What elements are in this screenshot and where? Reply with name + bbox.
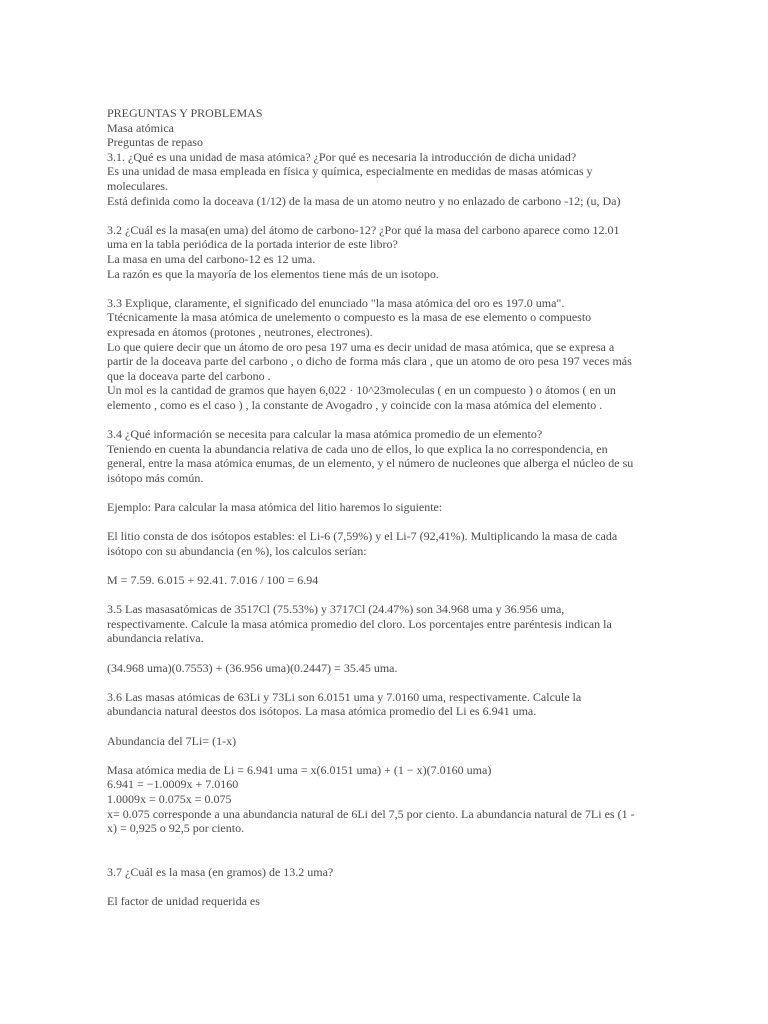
text-line: x) = 0,925 o 92,5 por ciento. [107, 821, 245, 836]
text-line: partir de la doceava parte del carbono , o dicho de forma más clara , que un atomo de oro pesa 197 veces más [107, 354, 632, 369]
text-line: 1.0009x = 0.075x = 0.075 [107, 791, 232, 806]
text-line: 3.7 ¿Cuál es la masa (en gramos) de 13.2 uma? [107, 864, 334, 879]
document-body [107, 106, 663, 909]
text-line: respectivamente. Calcule la masa atómica promedio del cloro. Los porcentajes entre paréntesis indican la [107, 616, 612, 631]
text-line: 6.941 = −1.0009x + 7.0160 [107, 777, 239, 792]
text-line: 3.6 Las masas atómicas de 63Li y 73Li son 6.0151 uma y 7.0160 uma, respectivamente. Calcule la [107, 689, 582, 704]
text-line: x= 0.075 corresponde a una abundancia natural de 6Li del 7,5 por ciento. La abundancia natural de 7Li es (1 - [107, 806, 635, 821]
text-line: Masa atómica media de Li = 6.941 uma = x(6.0151 uma) + (1 − x)(7.0160 uma) [107, 762, 492, 777]
text-line: expresada en átomos (protones , neutrones, electrones). [107, 324, 373, 339]
text-line: La razón es que la mayoría de los elementos tiene más de un isotopo. [107, 266, 439, 281]
blank-line [107, 515, 663, 530]
text-line: isótopo más común. [107, 470, 204, 485]
text-line: Ejemplo: Para calcular la masa atómica del litio haremos lo siguiente: [107, 500, 443, 515]
blank-line [107, 558, 663, 573]
text-line: Teniendo en cuenta la abundancia relativa de cada uno de ellos, lo que explica la no correspondencia, en [107, 441, 608, 456]
blank-line [107, 836, 663, 851]
text-line: Ttécnicamente la masa atómica de unelemento o compuesto es la masa de ese elemento o compuesto [107, 310, 592, 325]
text-line: M = 7.59. 6.015 + 92.41. 7.016 / 100 = 6.94 [107, 573, 319, 587]
text-line: isótopo con su abundancia (en %), los calculos serían: [107, 543, 367, 558]
text-line: que la doceava parte del carbono . [107, 368, 271, 383]
blank-line [107, 675, 663, 690]
text-line: El litio consta de dos isótopos estables: el Li-6 (7,59%) y el Li-7 (92,41%). Multiplicando la masa de cada [107, 529, 618, 544]
text-line: 3.3 Explique, claramente, el significado del enunciado "la masa atómica del oro es 197.0 uma". [107, 295, 565, 310]
text-line: moleculares. [107, 178, 168, 193]
text-line: 3.2 ¿Cuál es la masa(en uma) del átomo de carbono-12? ¿Por qué la masa del carbono aparece como 12.01 [107, 222, 620, 237]
blank-line [107, 719, 663, 734]
text-line: uma en la tabla periódica de la portada interior de este libro? [107, 237, 398, 252]
text-line: Masa atómica [107, 120, 174, 135]
blank-line [107, 588, 663, 603]
blank-line [107, 485, 663, 500]
text-line: elemento , como es el caso ) , la constante de Avogadro , y coincide con la masa atómica del elemento . [107, 397, 603, 412]
blank-line [107, 208, 663, 223]
blank-line [107, 850, 663, 865]
blank-line [107, 879, 663, 894]
text-line: Abundancia del 7Li= (1-x) [107, 733, 237, 748]
text-line: 3.1. ¿Qué es una unidad de masa atómica? ¿Por qué es necesaria la introducción de dicha unidad? [107, 149, 577, 164]
text-line: abundancia relativa. [107, 631, 204, 646]
text-line: La masa en uma del carbono-12 es 12 uma. [107, 251, 316, 266]
text-line: Preguntas de repaso [107, 135, 203, 150]
text-line: 3.4 ¿Qué información se necesita para calcular la masa atómica promedio de un elemento? [107, 427, 543, 442]
blank-line [107, 748, 663, 763]
blank-line [107, 281, 663, 296]
text-line: Un mol es la cantidad de gramos que hayen 6,022 · 10^23moleculas ( en un compuesto ) o átomos ( en un [107, 383, 616, 398]
text-line: (34.968 uma)(0.7553) + (36.956 uma)(0.2447) = 35.45 uma. [107, 660, 398, 675]
text-line: Lo que quiere decir que un átomo de oro pesa 197 uma es decir unidad de masa atómica, que se expresa a [107, 339, 615, 354]
text-line: 3.5 Las masasatómicas de 3517Cl (75.53%) y 3717Cl (24.47%) son 34.968 uma y 36.956 uma, [107, 602, 565, 617]
text-line: abundancia natural deestos dos isótopos. La masa atómica promedio del Li es 6.941 uma. [107, 704, 537, 719]
text-line: Está definida como la doceava (1/12) de la masa de un atomo neutro y no enlazado de carbono -12; (u, Da) [107, 193, 621, 208]
blank-line [107, 646, 663, 661]
text-line: Es una unidad de masa empleada en física y química, especialmente en medidas de masas atómicas y [107, 164, 593, 179]
text-line: El factor de unidad requerida es [107, 894, 260, 909]
text-line: general, entre la masa atómica enumas, de un elemento, y el número de nucleones que alberga el núcleo de su [107, 456, 634, 471]
blank-line [107, 412, 663, 427]
document-title: PREGUNTAS Y PROBLEMAS [107, 106, 263, 120]
